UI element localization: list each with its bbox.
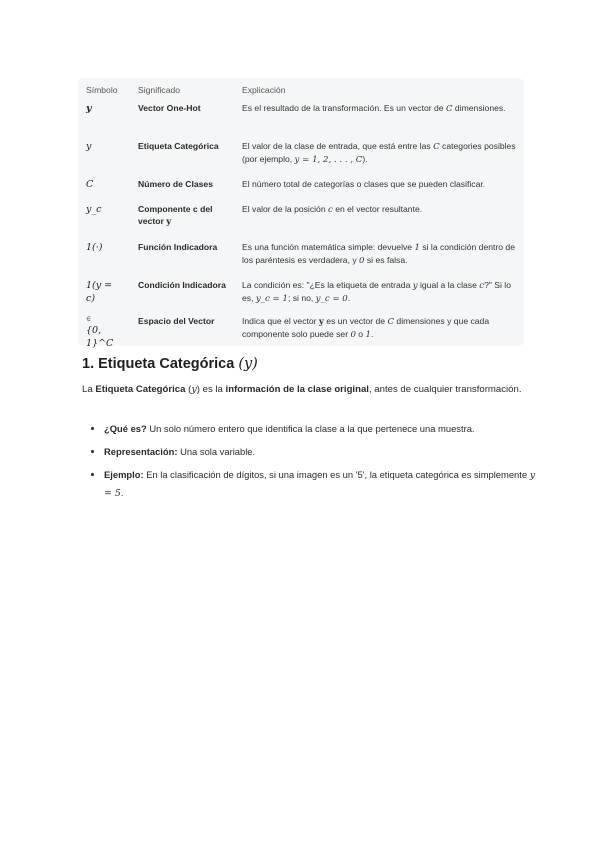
section-heading (82, 356, 258, 372)
header-symbol: Símbolo (86, 85, 118, 95)
header-explanation: Explicación (242, 85, 286, 95)
expl-math: c (479, 281, 485, 291)
expl-text: es un vector de (323, 316, 388, 326)
explanation-cell (234, 241, 524, 279)
intro-text: La (82, 384, 96, 395)
expl-text: en el vector resultante. (332, 204, 423, 214)
symbol-in: ∈ (86, 315, 92, 323)
expl-text: dimensiones y que cada componente solo puede ser (242, 316, 490, 339)
expl-text: El valor de la posición (242, 204, 328, 214)
intro-bold: Etiqueta Categórica (95, 384, 186, 395)
expl-math: C (387, 317, 395, 327)
bullet-text: . (120, 487, 124, 498)
expl-text: igual a la clase (417, 280, 480, 290)
table-row (78, 102, 524, 140)
symbol-cell: y (86, 103, 92, 114)
table-row (78, 241, 524, 279)
explanation-cell (234, 178, 524, 203)
expl-math: 1 (365, 330, 371, 340)
list-item (104, 443, 544, 460)
meaning-text: Función Indicadora (138, 242, 218, 252)
expl-text: ?" Si lo es, (242, 280, 511, 303)
explanation-cell (234, 279, 524, 315)
intro-text: ( (185, 384, 192, 395)
intro-text: , antes de cualquier transformación. (368, 384, 522, 395)
explanation-cell (234, 315, 524, 350)
table-row (78, 140, 524, 178)
expl-text: ). (362, 154, 368, 164)
meaning-cell (130, 178, 234, 203)
bullet-label: ¿Qué es? (104, 423, 147, 434)
list-item (104, 466, 544, 502)
expl-text: o (355, 329, 366, 339)
symbol-cell: y_c (86, 204, 102, 215)
notation-table (78, 78, 524, 350)
meaning-text: Etiqueta Categórica (138, 141, 219, 151)
expl-text: Es el resultado de la transformación. Es un vector de (242, 103, 446, 113)
expl-math: y (412, 281, 418, 291)
table-row (78, 315, 524, 350)
expl-math: y (318, 317, 324, 327)
meaning-cell (130, 279, 234, 315)
bullet-text: Un solo número entero que identifica la clase a la que pertenece una muestra. (146, 423, 475, 434)
expl-math: y_c = 0 (315, 294, 348, 304)
section-title-text: Etiqueta Categórica (98, 356, 235, 372)
section-number: 1. (82, 356, 95, 372)
expl-text: La condición es: "¿Es la etiqueta de entrada (242, 280, 413, 290)
bullet-label: Ejemplo: (104, 469, 144, 480)
bullet-text: Una sola variable. (177, 446, 256, 457)
section-intro (82, 381, 522, 399)
expl-text: dimensiones. (452, 103, 506, 113)
expl-text: El valor de la clase de entrada, que está entre las (242, 141, 434, 151)
notation-table-card (78, 78, 524, 349)
expl-text: . (347, 293, 351, 303)
section-title-symbol: (y) (238, 356, 258, 372)
meaning-math: y (166, 217, 172, 227)
intro-bold: información de la clase original (225, 384, 369, 395)
meaning-text: Condición Indicadora (138, 280, 226, 290)
expl-math: 0 (350, 330, 356, 340)
meaning-text: Número de Clases (138, 179, 213, 189)
meaning-cell (130, 241, 234, 279)
bullet-list (82, 420, 544, 508)
expl-text: Es una función matemática simple: devuelve (242, 242, 415, 252)
header-meaning: Significado (138, 85, 181, 95)
expl-math: y_c = 1 (255, 294, 288, 304)
expl-text: categories posibles (por ejemplo, (242, 141, 516, 164)
symbol-cell: 1(y = c) (86, 280, 113, 304)
symbol-cell: C (86, 179, 94, 190)
explanation-cell (234, 102, 524, 140)
meaning-text: Componente c del vector (138, 204, 213, 226)
table-row (78, 279, 524, 315)
table-row (78, 203, 524, 241)
meaning-cell (130, 140, 234, 178)
expl-math: C (433, 142, 440, 152)
table-header-row (78, 78, 524, 102)
expl-math: C (445, 104, 453, 114)
meaning-text: Vector One-Hot (138, 103, 201, 113)
expl-math: y = 1, 2, . . . , C (294, 155, 363, 165)
expl-math: c (327, 205, 333, 215)
list-item (104, 420, 544, 437)
expl-math: 0 (359, 256, 365, 266)
expl-text: ; si no, (287, 293, 316, 303)
expl-text: . (370, 329, 374, 339)
meaning-cell (130, 203, 234, 241)
symbol-cell: y (86, 141, 92, 152)
bullet-math: y = 5 (104, 470, 535, 499)
meaning-cell (130, 315, 234, 350)
bullet-label: Representación: (104, 446, 178, 457)
expl-text: si es falsa. (364, 255, 408, 265)
table-row (78, 178, 524, 203)
intro-math: y (191, 384, 197, 395)
bullet-text: En la clasificación de dígitos, si una imagen es un '5', la etiqueta categórica es simplemente (143, 469, 530, 480)
meaning-text: Espacio del Vector (138, 316, 215, 326)
symbol-cell: 1(·) (86, 242, 103, 253)
explanation-cell (234, 203, 524, 241)
expl-text: si la condición dentro de los paréntesis es verdadera, y (242, 242, 515, 265)
expl-math: 1 (414, 243, 420, 253)
explanation-cell (234, 140, 524, 178)
symbol-cell: {0, 1}^C (86, 325, 114, 349)
meaning-cell (130, 102, 234, 140)
expl-text: Indica que el vector (242, 316, 319, 326)
expl-text: El número total de categorías o clases que se pueden clasificar. (242, 179, 486, 189)
intro-text: ) es la (196, 384, 226, 395)
